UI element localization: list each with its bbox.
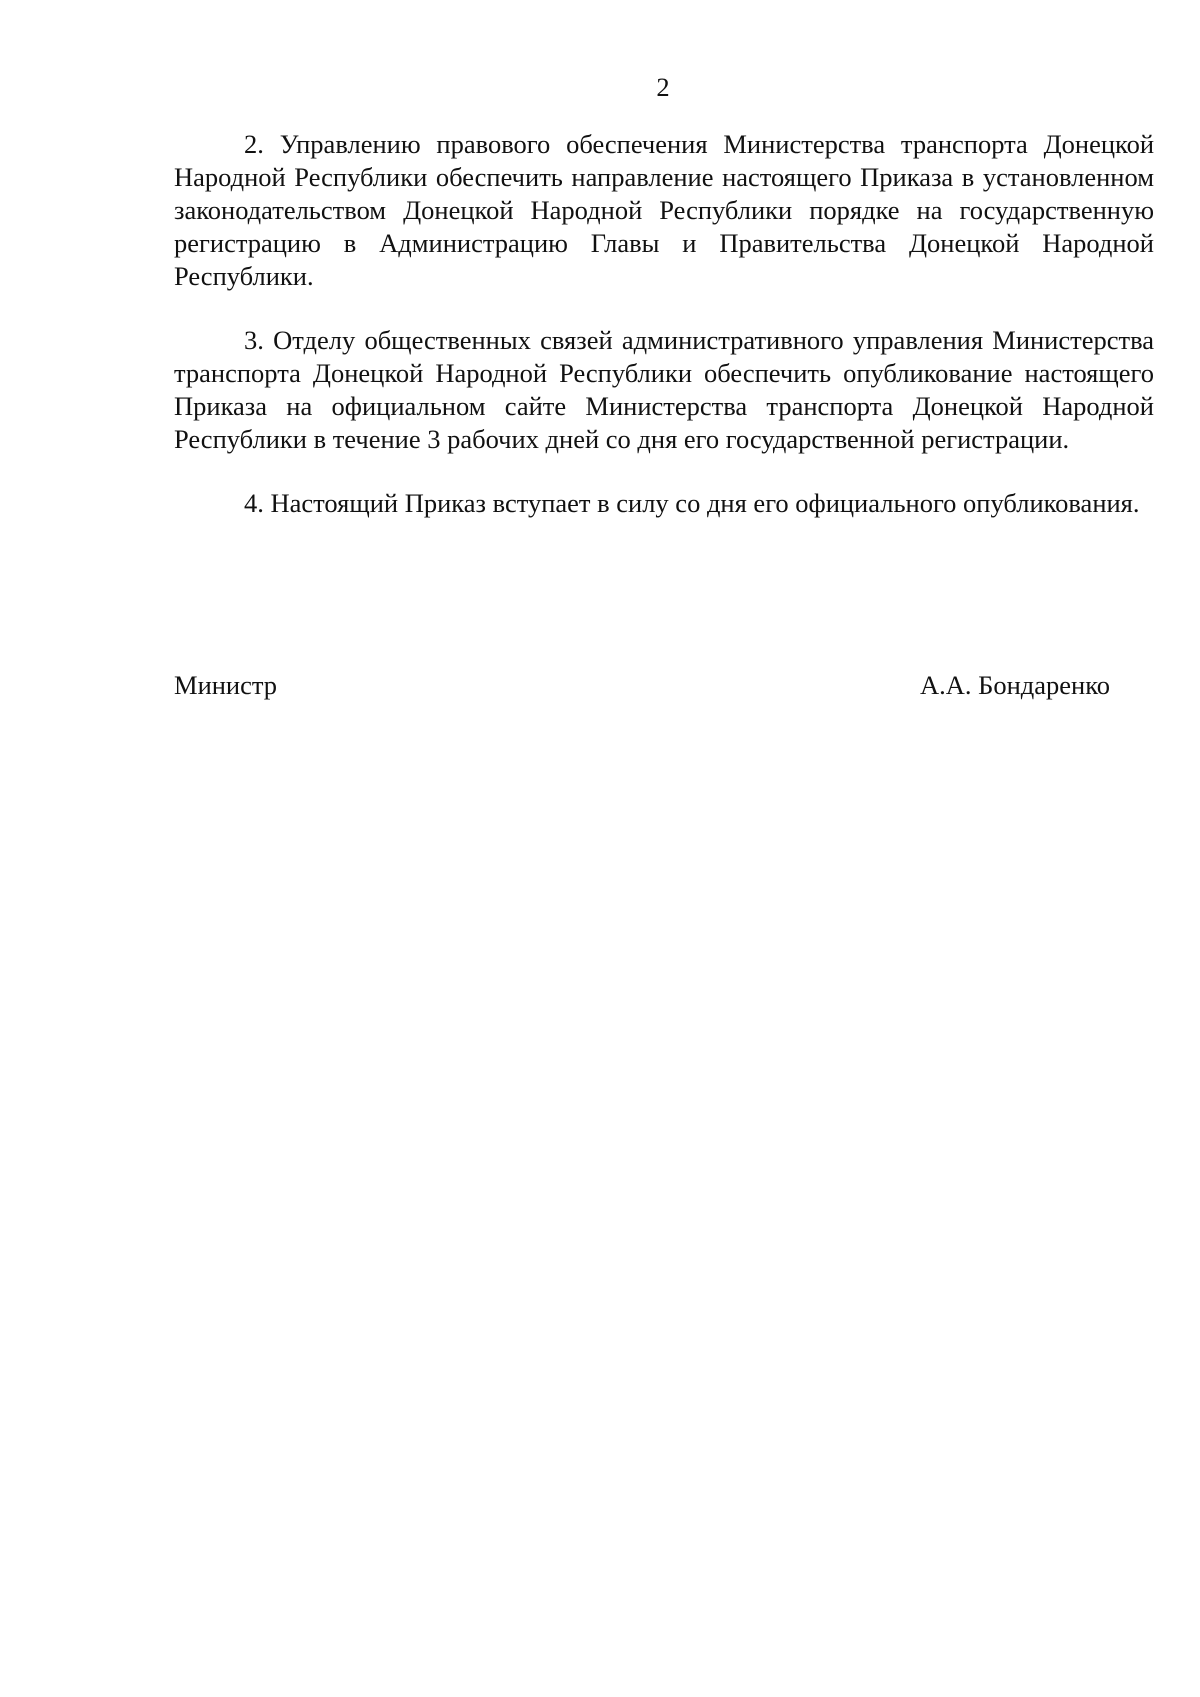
document-body (174, 128, 1154, 551)
signatory-name: А.А. Бондаренко (919, 670, 1110, 700)
signature-block (174, 669, 1110, 702)
paragraph-2: 2. Управлению правового обеспечения Министерства транспорта Донецкой Народной Республики обеспечить направление настоящего Приказа в установленном законодательством Донецкой Народной Республики порядке на государственную регистрацию в Администрацию Главы и Правительства Донецкой Народной Республики. (174, 129, 1154, 291)
signatory-title: Министр (174, 670, 278, 700)
paragraph-3: 3. Отделу общественных связей административного управления Министерства транспорта Донецкой Народной Республики обеспечить опубликование настоящего Приказа на официальном сайте Министерства транспорта Донецкой Народной Республики в течение 3 рабочих дней со дня его государственной регистрации. (174, 325, 1154, 454)
page-number: 2 (656, 72, 670, 102)
paragraph-4: 4. Настоящий Приказ вступает в силу со дня его официального опубликования. (244, 488, 1140, 518)
